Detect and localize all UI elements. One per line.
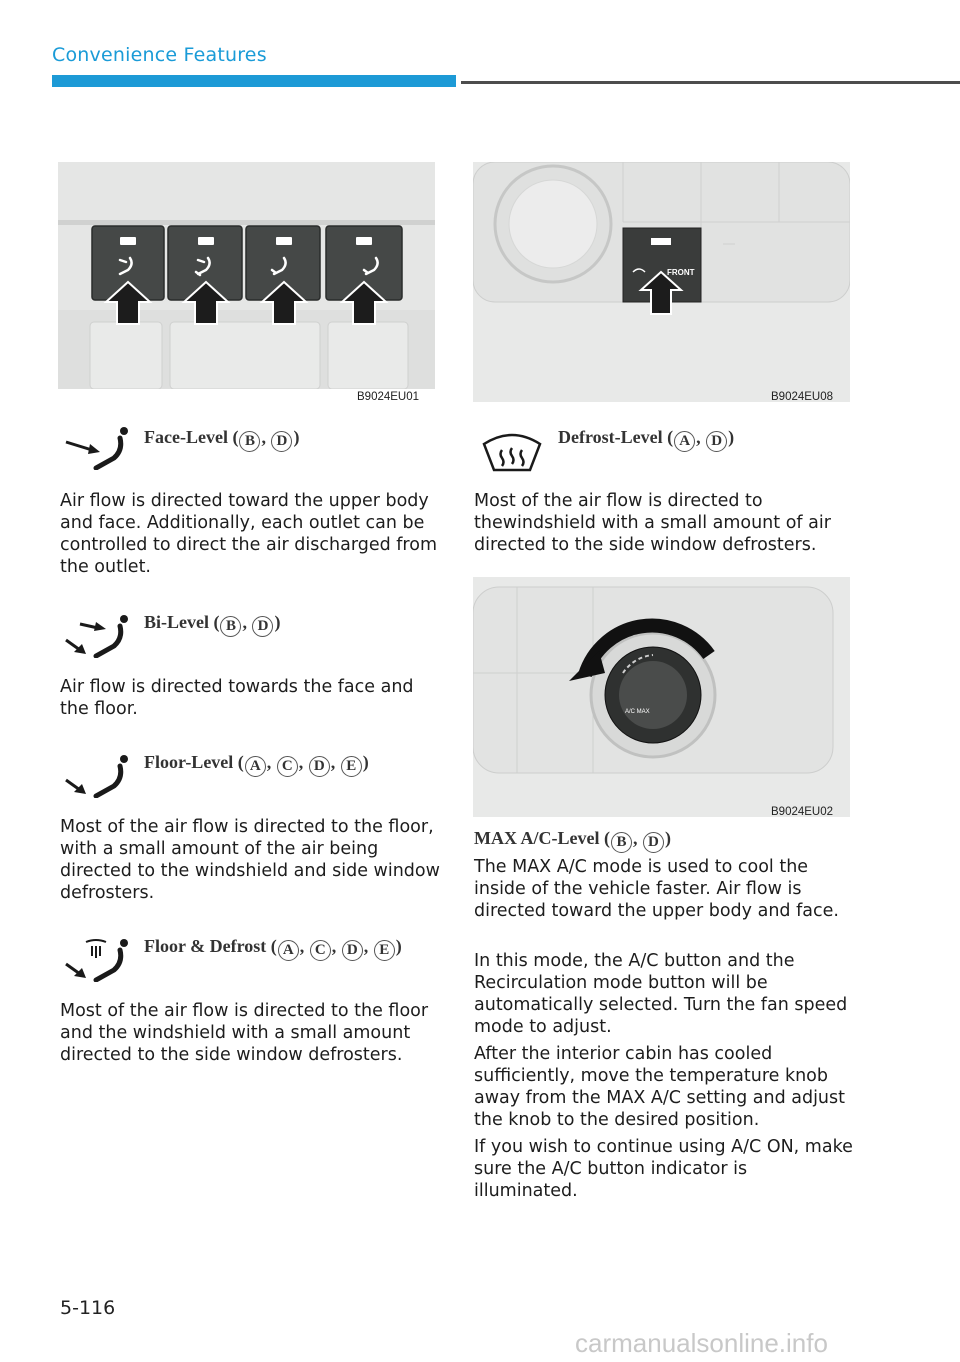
header-accent-bar	[52, 75, 456, 87]
mode-title-close: )	[274, 612, 281, 632]
knob-label: A/C MAX	[625, 709, 650, 715]
mode-title-text: Floor-Level (	[144, 752, 244, 772]
position-letter: B	[220, 616, 241, 637]
mode-title-text: MAX A/C-Level (	[474, 828, 610, 848]
floor-defrost-description: Most of the air flow is directed to the floor and the windshield with a small amount directed to the side window defrosters.	[60, 1001, 429, 1065]
mode-title-defrost-level: Defrost-Level ( A , D )	[558, 427, 734, 452]
mode-title-face-level: Face-Level ( B , D )	[144, 427, 299, 452]
max-ac-knob-illustration	[473, 577, 850, 817]
mode-title-text: Bi-Level (	[144, 612, 220, 632]
position-letter: B	[611, 832, 632, 853]
max-ac-knob-photo	[473, 577, 850, 817]
max-ac-paragraph-4: If you wish to continue using A/C ON, make sure the A/C button indicator is illuminated.	[474, 1137, 853, 1201]
position-letter: C	[277, 756, 298, 777]
position-letter: D	[252, 616, 273, 637]
mode-title-close: )	[664, 828, 671, 848]
watermark: carmanualsonline.info	[575, 1328, 828, 1358]
figure-caption-2: B9024EU08	[771, 391, 834, 403]
mode-title-text: Defrost-Level (	[558, 427, 674, 447]
front-button-label: FRONT	[667, 268, 695, 277]
max-ac-paragraph-2: In this mode, the A/C button and the Recirculation mode button will be automatically selected. Turn the fan speed mode to adjust.	[474, 951, 848, 1037]
figure-caption-3: B9024EU02	[771, 806, 834, 818]
position-letter: C	[310, 940, 331, 961]
floor-level-description: Most of the air flow is directed to the floor, with a small amount of the air being directed to the windshield and side window defrosters.	[60, 817, 440, 903]
mode-title-close: )	[728, 427, 735, 447]
defrost-level-description: Most of the air flow is directed to thewindshield with a small amount of air directed to the side window defrosters.	[474, 491, 831, 555]
position-letter: D	[706, 431, 727, 452]
mode-title-text: Floor & Defrost (	[144, 936, 277, 956]
bi-level-description: Air flow is directed towards the face and the floor.	[60, 677, 414, 719]
defrost-icon	[480, 428, 546, 474]
mode-title-close: )	[362, 752, 369, 772]
max-ac-paragraph-3: After the interior cabin has cooled sufficiently, move the temperature knob away from the MAX A/C setting and adjust the knob to the desired position.	[474, 1044, 846, 1130]
front-defrost-illustration	[473, 162, 850, 402]
position-letter: D	[271, 431, 292, 452]
front-defrost-photo	[473, 162, 850, 402]
mode-title-close: )	[293, 427, 300, 447]
position-letter: A	[674, 431, 695, 452]
position-letter: A	[245, 756, 266, 777]
position-letter: D	[309, 756, 330, 777]
position-letter: D	[342, 940, 363, 961]
floor-level-vent-icon	[64, 752, 134, 798]
mode-title-floor-level: Floor-Level ( A , C , D , E )	[144, 752, 369, 777]
section-title: Convenience Features	[52, 44, 267, 66]
position-letter: E	[374, 940, 395, 961]
face-level-description: Air flow is directed toward the upper body and face. Additionally, each outlet can be controlled to direct the air discharged from the outlet.	[60, 491, 437, 577]
position-letter: D	[643, 832, 664, 853]
face-level-vent-icon	[64, 424, 134, 470]
mode-title-max-ac: MAX A/C-Level ( B , D )	[474, 828, 671, 853]
position-letter: A	[278, 940, 299, 961]
mode-title-bi-level: Bi-Level ( B , D )	[144, 612, 280, 637]
position-letter: B	[239, 431, 260, 452]
floor-defrost-vent-icon	[64, 936, 134, 982]
page-number: 5-116	[60, 1297, 116, 1319]
max-ac-paragraph-1: The MAX A/C mode is used to cool the inside of the vehicle faster. Air flow is directed toward the upper body and face.	[474, 857, 839, 921]
mode-title-close: )	[395, 936, 402, 956]
bi-level-vent-icon	[64, 612, 134, 658]
mode-title-text: Face-Level (	[144, 427, 239, 447]
figure-caption-1: B9024EU01	[357, 391, 420, 403]
mode-buttons-photo	[58, 162, 435, 389]
mode-title-floor-defrost: Floor & Defrost ( A , C , D , E )	[144, 936, 402, 961]
header-rule	[461, 81, 960, 84]
mode-buttons-illustration	[58, 162, 435, 389]
position-letter: E	[341, 756, 362, 777]
